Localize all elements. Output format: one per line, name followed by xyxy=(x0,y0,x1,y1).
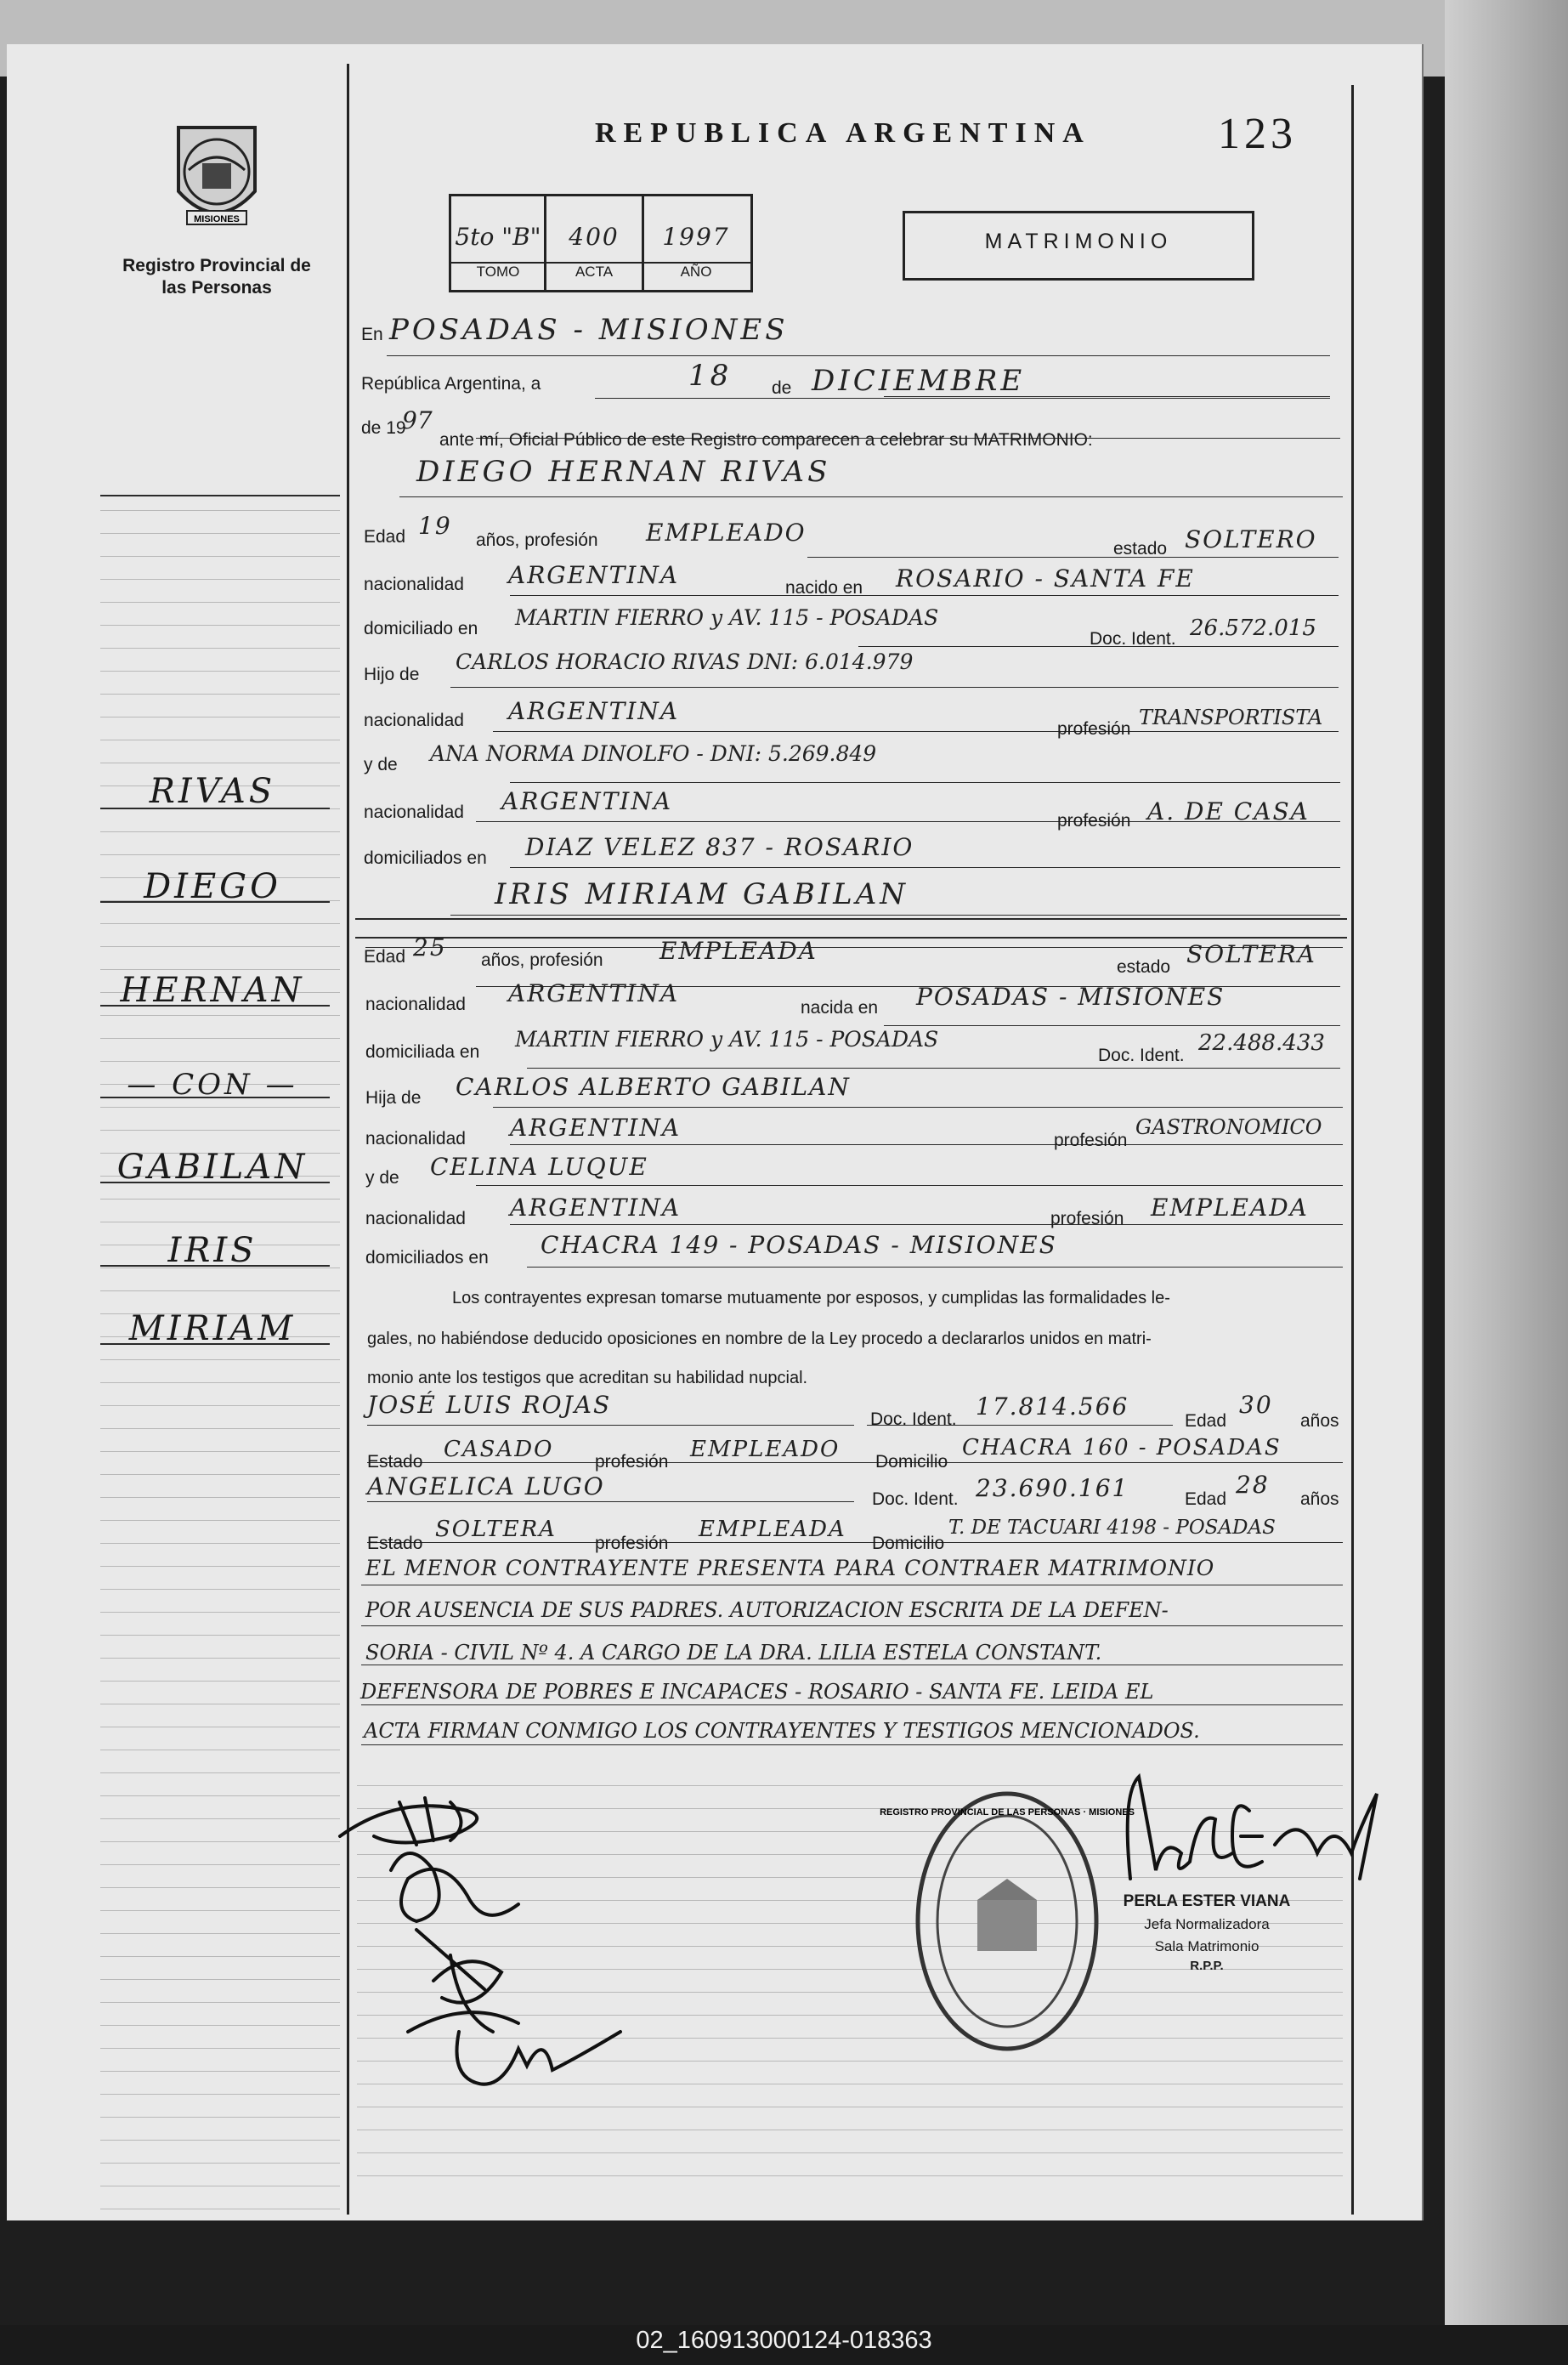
declaration-line-2: gales, no habiéndose deducido oposiciones en nombre de la Ley procedo a declararlos unidos en matri- xyxy=(367,1330,1152,1348)
bride-anos-label: años, profesión xyxy=(481,950,603,970)
groom-parents-dom-label: domiciliados en xyxy=(364,848,487,868)
margin-rule-line xyxy=(100,1290,340,1291)
groom-edad-label: Edad xyxy=(364,527,406,547)
margin-rule-line xyxy=(100,2163,340,2164)
field-underline xyxy=(450,687,1339,688)
field-underline xyxy=(493,731,1339,732)
witness2-edad-label: Edad xyxy=(1185,1489,1227,1509)
day-value: 18 xyxy=(688,359,733,393)
bride-doc-label: Doc. Ident. xyxy=(1098,1046,1185,1065)
witness1-estado-label: Estado xyxy=(367,1452,423,1472)
groom-father-prof-label: profesión xyxy=(1057,719,1131,739)
margin-rule-line xyxy=(100,533,340,534)
margin-rule-line xyxy=(100,579,340,580)
file-id: 02_160913000124-018363 xyxy=(636,2327,932,2354)
witness1-anos-label: años xyxy=(1300,1411,1339,1431)
margin-rule-line xyxy=(100,2140,340,2141)
witness1-profession: EMPLEADO xyxy=(690,1437,841,1462)
groom-name: DIEGO HERNAN RIVAS xyxy=(416,455,831,489)
country-title: REPUBLICA ARGENTINA xyxy=(595,117,1091,149)
republica-label: República Argentina, a xyxy=(361,374,541,394)
margin-rule-line xyxy=(100,1405,340,1406)
acta-label: ACTA xyxy=(575,264,614,280)
field-underline xyxy=(367,1462,1343,1463)
note-line-5: ACTA FIRMAN CONMIGO LOS CONTRAYENTES Y TESTIGOS MENCIONADOS. xyxy=(364,1719,1200,1743)
bride-father-profession: GASTRONOMICO xyxy=(1135,1115,1322,1139)
bride-estado: SOLTERA xyxy=(1186,940,1316,968)
acta-value: 400 xyxy=(569,223,620,251)
groom-estado-label: estado xyxy=(1113,539,1168,559)
groom-mother-nac-label: nacionalidad xyxy=(364,803,464,822)
field-underline xyxy=(807,557,1339,558)
bride-domicile: MARTIN FIERRO y AV. 115 - POSADAS xyxy=(515,1027,939,1052)
bride-parents-domicile: CHACRA 149 - POSADAS - MISIONES xyxy=(541,1231,1057,1259)
official-title-1: Jefa Normalizadora xyxy=(1144,1916,1270,1932)
emblem-label: MISIONES xyxy=(194,214,240,224)
margin-rule-line xyxy=(100,854,340,855)
bride-age: 25 xyxy=(413,933,447,961)
groom-nac-label: nacionalidad xyxy=(364,575,464,594)
groom-age: 19 xyxy=(418,512,452,540)
field-underline xyxy=(510,1144,1343,1145)
bride-profession: EMPLEADA xyxy=(659,937,818,965)
tomo-value: 5to "B" xyxy=(455,223,541,251)
signature-area-rule xyxy=(357,2175,1343,2176)
de-label: de xyxy=(772,378,792,398)
margin-rule-line xyxy=(100,510,340,511)
margin-rule-line xyxy=(100,1681,340,1682)
margin-note-line-4: — CON — xyxy=(127,1068,298,1102)
witness2-name: ANGELICA LUGO xyxy=(367,1472,605,1500)
official-seal-icon xyxy=(880,1785,1135,2057)
field-underline xyxy=(361,1704,1343,1705)
field-underline xyxy=(387,355,1330,356)
bride-mother-profession: EMPLEADA xyxy=(1151,1194,1309,1222)
signature-area-rule xyxy=(357,2152,1343,2153)
margin-rule-line xyxy=(100,923,340,924)
field-underline xyxy=(595,398,1330,399)
margin-rule-line xyxy=(100,1772,340,1773)
groom-yde-label: y de xyxy=(364,755,398,774)
margin-top-rule xyxy=(100,495,340,496)
margin-rule-line xyxy=(100,694,340,695)
witness1-doc: 17.814.566 xyxy=(976,1392,1129,1421)
witness2-domicile: T. DE TACUARI 4198 - POSADAS xyxy=(948,1517,1276,1539)
note-line-1: EL MENOR CONTRAYENTE PRESENTA PARA CONTRAER MATRIMONIO xyxy=(365,1556,1215,1580)
field-underline xyxy=(450,915,1340,916)
margin-rule-line xyxy=(100,1038,340,1039)
margin-rule-line xyxy=(100,1428,340,1429)
margin-rule-line xyxy=(100,2117,340,2118)
margin-rule-line xyxy=(100,1566,340,1567)
witness1-prof-label: profesión xyxy=(595,1452,669,1472)
margin-rule-line xyxy=(100,1635,340,1636)
margin-rule-line xyxy=(100,625,340,626)
groom-hijo-label: Hijo de xyxy=(364,665,420,684)
field-underline xyxy=(884,1025,1340,1026)
margin-rule-line xyxy=(100,1130,340,1131)
margin-rule-line xyxy=(100,1199,340,1200)
witness2-doc: 23.690.161 xyxy=(976,1474,1129,1502)
tomo-label: TOMO xyxy=(476,264,520,280)
margin-note-line-2: DIEGO xyxy=(144,867,281,906)
margin-rule-line xyxy=(100,1795,340,1796)
margin-rule-line xyxy=(100,1015,340,1016)
margin-rule-line xyxy=(100,1359,340,1360)
field-underline xyxy=(493,1107,1343,1108)
witness2-prof-label: profesión xyxy=(595,1534,669,1553)
field-underline xyxy=(361,1744,1343,1745)
bride-dom-label: domiciliada en xyxy=(365,1042,480,1062)
bride-mother-nationality: ARGENTINA xyxy=(510,1194,682,1222)
witness2-doc-label: Doc. Ident. xyxy=(872,1489,959,1509)
bride-hija-label: Hija de xyxy=(365,1088,422,1108)
margin-rule-line xyxy=(100,1887,340,1888)
bride-edad-label: Edad xyxy=(364,947,406,967)
bride-nac-label: nacionalidad xyxy=(365,995,466,1014)
bride-nationality: ARGENTINA xyxy=(508,979,680,1007)
bride-mother-prof-label: profesión xyxy=(1050,1209,1124,1228)
bride-father-prof-label: profesión xyxy=(1054,1131,1128,1150)
margin-rule-line xyxy=(100,1589,340,1590)
declaration-line-3: monio ante los testigos que acreditan su habilidad nupcial. xyxy=(367,1369,808,1387)
margin-rule-line xyxy=(100,1451,340,1452)
witness2-dom-label: Domicilio xyxy=(872,1534,945,1553)
witness1-age: 30 xyxy=(1239,1391,1273,1419)
margin-rule-line xyxy=(100,1910,340,1911)
margin-rule-line xyxy=(100,2025,340,2026)
margin-note-line-7: MIRIAM xyxy=(128,1309,297,1348)
groom-father-nationality: ARGENTINA xyxy=(508,697,680,725)
witness1-estado: CASADO xyxy=(444,1437,554,1462)
groom-anos-label: años, profesión xyxy=(476,530,598,550)
margin-rule-line xyxy=(100,1543,340,1544)
note-line-4: DEFENSORA DE POBRES E INCAPACES - ROSARIO - SANTA FE. LEIDA EL xyxy=(360,1680,1154,1704)
margin-rule-line xyxy=(100,1107,340,1108)
margin-rule-line xyxy=(100,1979,340,1980)
margin-rule-line xyxy=(100,969,340,970)
official-signature xyxy=(1105,1760,1394,1904)
field-underline xyxy=(367,1501,854,1502)
groom-parents-domicile: DIAZ VELEZ 837 - ROSARIO xyxy=(525,833,914,861)
official-title-2: Sala Matrimonio xyxy=(1154,1938,1259,1954)
margin-rule-line xyxy=(100,1841,340,1842)
month-value: DICIEMBRE xyxy=(812,364,1026,398)
groom-estado: SOLTERO xyxy=(1185,525,1317,553)
ano-label: AÑO xyxy=(680,264,712,280)
margin-rule-line xyxy=(100,2002,340,2003)
margin-rule-line xyxy=(100,1497,340,1498)
province-emblem-icon xyxy=(161,119,272,238)
groom-nacido-label: nacido en xyxy=(785,578,863,598)
witness1-domicile: CHACRA 160 - POSADAS xyxy=(962,1435,1282,1460)
section-separator xyxy=(355,937,1347,939)
margin-rule-line xyxy=(100,1956,340,1957)
groom-father-profession: TRANSPORTISTA xyxy=(1139,706,1323,729)
witness1-edad-label: Edad xyxy=(1185,1411,1227,1431)
witness2-estado-label: Estado xyxy=(367,1534,423,1553)
margin-rule-line xyxy=(100,1658,340,1659)
bride-father-nac-label: nacionalidad xyxy=(365,1129,466,1148)
margin-rule-line xyxy=(100,1864,340,1865)
groom-mother-prof-label: profesión xyxy=(1057,811,1131,831)
margin-rule-line xyxy=(100,1933,340,1934)
field-underline xyxy=(476,1185,1343,1186)
bride-birthplace: POSADAS - MISIONES xyxy=(916,983,1226,1011)
declaration-line-1: Los contrayentes expresan tomarse mutuamente por esposos, y cumplidas las formalidades le- xyxy=(452,1289,1170,1307)
bride-father-nationality: ARGENTINA xyxy=(510,1114,682,1142)
margin-rule-line xyxy=(100,2048,340,2049)
witness2-profession: EMPLEADA xyxy=(699,1517,846,1542)
groom-mother-nationality: ARGENTINA xyxy=(501,787,673,815)
groom-nationality: ARGENTINA xyxy=(508,561,680,589)
bride-father: CARLOS ALBERTO GABILAN xyxy=(456,1073,851,1101)
bride-mother-nac-label: nacionalidad xyxy=(365,1209,466,1228)
background-right xyxy=(1445,0,1568,2329)
field-underline xyxy=(367,1425,854,1426)
margin-rule-line xyxy=(100,671,340,672)
registry-name: Registro Provincial de las Personas xyxy=(122,256,311,298)
field-underline xyxy=(527,1267,1343,1268)
margin-note-line-6: IRIS xyxy=(167,1231,258,1270)
groom-father: CARLOS HORACIO RIVAS DNI: 6.014.979 xyxy=(456,649,914,674)
section-separator xyxy=(355,918,1347,920)
seal-label: REGISTRO PROVINCIAL DE LAS PERSONAS · MISIONES xyxy=(880,1807,1135,1818)
margin-rule-line xyxy=(100,1520,340,1521)
field-underline xyxy=(399,496,1343,497)
field-underline xyxy=(510,1224,1343,1225)
margin-rule-line xyxy=(100,602,340,603)
margin-note-line-1: RIVAS xyxy=(149,772,276,811)
bride-name: IRIS MIRIAM GABILAN xyxy=(495,877,909,911)
bride-estado-label: estado xyxy=(1117,957,1171,977)
witness1-doc-label: Doc. Ident. xyxy=(870,1409,957,1429)
record-type: MATRIMONIO xyxy=(984,230,1173,253)
groom-profession: EMPLEADO xyxy=(646,519,807,547)
bride-yde-label: y de xyxy=(365,1168,399,1188)
field-underline xyxy=(510,782,1340,783)
field-underline xyxy=(527,1068,1340,1069)
groom-doc-label: Doc. Ident. xyxy=(1090,629,1176,649)
bride-doc: 22.488.433 xyxy=(1198,1030,1325,1056)
year-suffix: 97 xyxy=(402,406,433,434)
bride-nacida-label: nacida en xyxy=(801,998,879,1018)
margin-rule-line xyxy=(100,831,340,832)
en-label: En xyxy=(361,325,383,344)
page-number: 123 xyxy=(1218,110,1297,158)
note-line-3: SORIA - CIVIL Nº 4. A CARGO DE LA DRA. LILIA ESTELA CONSTANT. xyxy=(365,1641,1102,1665)
bride-mother: CELINA LUQUE xyxy=(430,1153,648,1181)
bride-parents-dom-label: domiciliados en xyxy=(365,1248,489,1268)
witness2-estado: SOLTERA xyxy=(435,1517,557,1542)
witness2-anos-label: años xyxy=(1300,1489,1339,1509)
groom-mother-profession: A. DE CASA xyxy=(1147,797,1310,825)
witness1-name: JOSÉ LUIS ROJAS xyxy=(367,1391,612,1419)
official-title-3: R.P.P. xyxy=(1190,1959,1224,1973)
margin-rule-line xyxy=(100,2094,340,2095)
margin-rule-line xyxy=(100,1382,340,1383)
ano-value: 1997 xyxy=(662,223,730,251)
field-underline xyxy=(510,595,1339,596)
margin-rule-line xyxy=(100,556,340,557)
margin-rule-line xyxy=(100,1818,340,1819)
groom-domicile: MARTIN FIERRO y AV. 115 - POSADAS xyxy=(515,605,939,630)
margin-rule-line xyxy=(100,1612,340,1613)
margin-note-line-5: GABILAN xyxy=(116,1148,309,1187)
groom-father-nac-label: nacionalidad xyxy=(364,711,464,730)
margin-rule-line xyxy=(100,1061,340,1062)
margin-rule-line xyxy=(100,648,340,649)
year-label: de 19 xyxy=(361,418,406,438)
intro-statement: ante mí, Oficial Público de este Registro comparecen a celebrar su MATRIMONIO: xyxy=(439,430,1093,450)
witness2-age: 28 xyxy=(1236,1471,1270,1499)
margin-note-line-3: HERNAN xyxy=(120,971,305,1010)
groom-birthplace: ROSARIO - SANTA FE xyxy=(896,564,1195,593)
margin-rule-line xyxy=(100,2071,340,2072)
field-underline xyxy=(361,1625,1343,1626)
note-line-2: POR AUSENCIA DE SUS PADRES. AUTORIZACION ESCRITA DE LA DEFEN- xyxy=(365,1598,1169,1622)
field-underline xyxy=(367,1542,1343,1543)
groom-doc: 26.572.015 xyxy=(1190,615,1316,641)
party-signatures xyxy=(323,1777,646,2117)
margin-rule-line xyxy=(100,946,340,947)
margin-rule-line xyxy=(100,1474,340,1475)
place-value: POSADAS - MISIONES xyxy=(389,313,789,347)
groom-mother: ANA NORMA DINOLFO - DNI: 5.269.849 xyxy=(430,741,877,766)
groom-dom-label: domiciliado en xyxy=(364,619,478,638)
witness1-dom-label: Domicilio xyxy=(875,1452,948,1472)
official-name: PERLA ESTER VIANA xyxy=(1123,1892,1291,1910)
field-underline xyxy=(510,867,1340,868)
